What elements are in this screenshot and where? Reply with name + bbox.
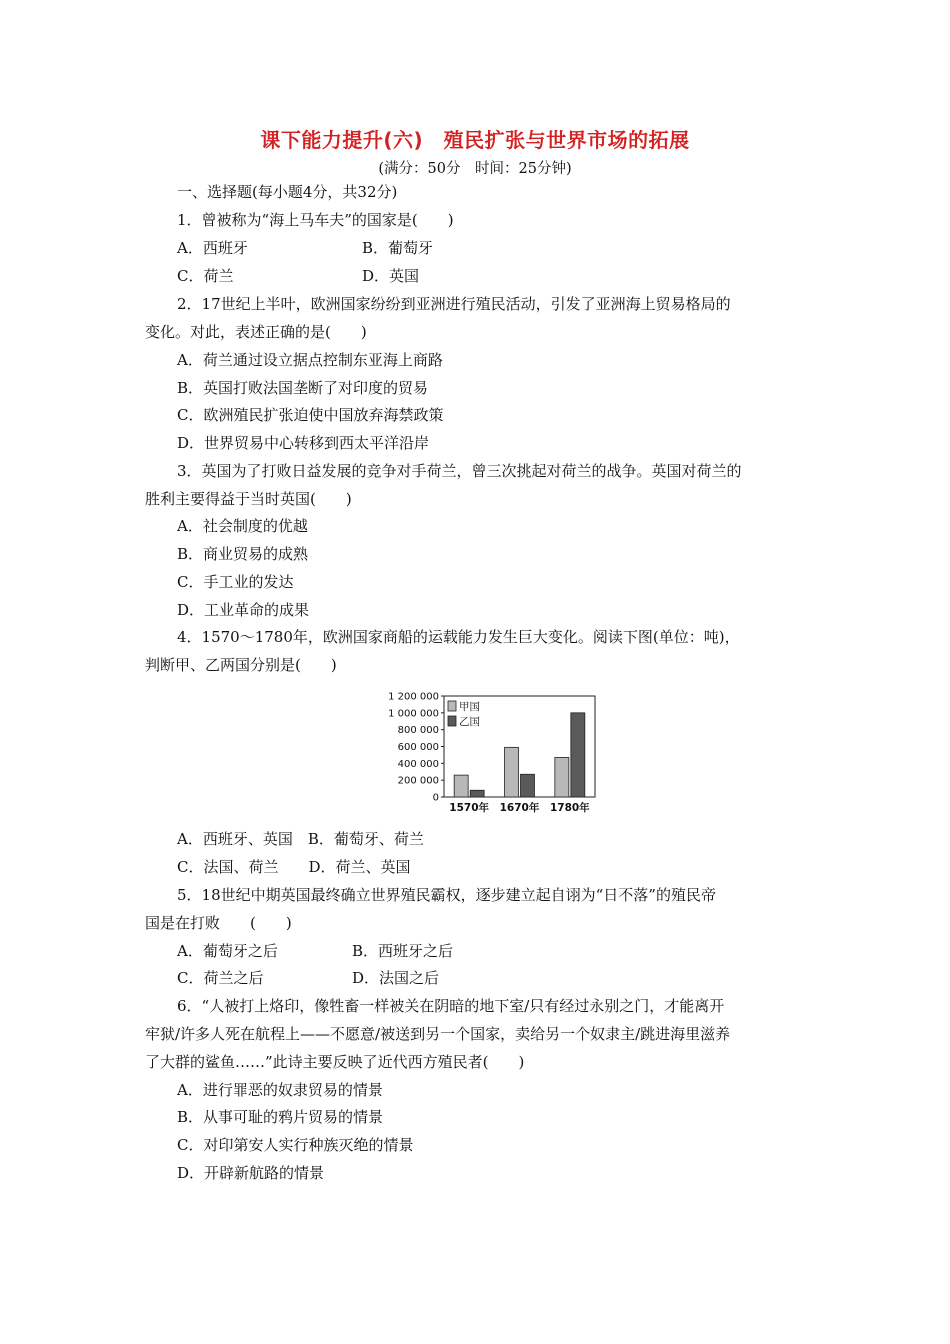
q2-option-d: D．世界贸易中心转移到西太平洋沿岸 <box>177 434 430 452</box>
q4-options-cd: C．法国、荷兰 D．荷兰、英国 <box>177 858 411 876</box>
q6-option-b: B．从事可耻的鸦片贸易的情景 <box>177 1108 384 1126</box>
q3-stem-line2: 胜利主要得益于当时英国( ) <box>145 490 352 508</box>
q2-option-a: A．荷兰通过设立据点控制东亚海上商路 <box>177 351 443 369</box>
q6-option-d: D．开辟新航路的情景 <box>177 1164 325 1182</box>
q2-option-c: C．欧洲殖民扩张迫使中国放弃海禁政策 <box>177 406 444 424</box>
bar-甲国-1670年 <box>505 747 519 797</box>
q1-option-d: D．英国 <box>362 267 420 285</box>
legend-label: 甲国 <box>459 701 480 713</box>
q2-option-b: B．英国打败法国垄断了对印度的贸易 <box>177 379 429 397</box>
q6-stem-line3: 了大群的鲨鱼……”此诗主要反映了近代西方殖民者( ) <box>145 1053 525 1071</box>
q1-option-b: B．葡萄牙 <box>362 239 434 257</box>
y-tick-label: 1 200 000 <box>388 691 439 703</box>
q1-stem: 1．曾被称为“海上马车夫”的国家是( ) <box>177 211 454 229</box>
q3-option-c: C．手工业的发达 <box>177 573 294 591</box>
q5-option-b: B．西班牙之后 <box>352 942 454 960</box>
q6-option-c: C．对印第安人实行种族灭绝的情景 <box>177 1136 414 1154</box>
q5-stem-line1: 5．18世纪中期英国最终确立世界殖民霸权，逐步建立起自诩为“日不落”的殖民帝 <box>177 886 716 904</box>
legend-swatch <box>448 701 456 711</box>
y-tick-label: 600 000 <box>397 742 439 753</box>
q1-option-c: C．荷兰 <box>177 267 234 285</box>
bar-乙国-1570年 <box>470 790 484 797</box>
q6-stem-line1: 6．“人被打上烙印，像牲畜一样被关在阴暗的地下室/只有经过永别之门，才能离开 <box>177 997 725 1015</box>
page-title: 课下能力提升(六) 殖民扩张与世界市场的拓展 <box>260 128 690 152</box>
x-tick-label: 1670年 <box>499 802 540 814</box>
y-tick-label: 800 000 <box>397 725 439 737</box>
shipping-capacity-bar-chart <box>382 684 602 818</box>
q5-option-d: D．法国之后 <box>352 969 440 987</box>
y-tick-label: 1 000 000 <box>388 708 439 720</box>
bar-乙国-1780年 <box>571 713 585 797</box>
q5-stem-line2: 国是在打败 ( ) <box>145 914 292 932</box>
bar-乙国-1670年 <box>521 774 535 797</box>
q4-stem-line1: 4．1570～1780年，欧洲国家商船的运载能力发生巨大变化。阅读下图(单位：吨)， <box>177 628 740 646</box>
page-subtitle: (满分：50分 时间：25分钟) <box>378 161 572 177</box>
q3-stem-line1: 3．英国为了打败日益发展的竞争对手荷兰，曾三次挑起对荷兰的战争。英国对荷兰的 <box>177 462 742 480</box>
q3-option-d: D．工业革命的成果 <box>177 601 310 619</box>
section-heading: 一、选择题(每小题4分，共32分) <box>177 183 398 201</box>
q3-option-a: A．社会制度的优越 <box>177 517 308 535</box>
q4-options-ab: A．西班牙、英国 B．葡萄牙、荷兰 <box>177 830 424 848</box>
bar-甲国-1780年 <box>555 757 569 797</box>
q5-option-a: A．葡萄牙之后 <box>177 942 278 960</box>
x-tick-label: 1570年 <box>449 802 490 814</box>
q1-option-a: A．西班牙 <box>177 239 248 257</box>
q6-option-a: A．进行罪恶的奴隶贸易的情景 <box>177 1081 383 1099</box>
y-tick-label: 0 <box>432 792 439 804</box>
bar-甲国-1570年 <box>454 775 468 797</box>
y-tick-label: 200 000 <box>397 775 439 787</box>
legend-swatch <box>448 716 456 726</box>
q5-option-c: C．荷兰之后 <box>177 969 264 987</box>
q2-stem-line2: 变化。对此，表述正确的是( ) <box>145 323 367 341</box>
q4-stem-line2: 判断甲、乙两国分别是( ) <box>145 656 337 674</box>
q2-stem-line1: 2．17世纪上半叶，欧洲国家纷纷到亚洲进行殖民活动，引发了亚洲海上贸易格局的 <box>177 295 731 313</box>
q3-option-b: B．商业贸易的成熟 <box>177 545 309 563</box>
legend-label: 乙国 <box>459 716 480 728</box>
y-tick-label: 400 000 <box>397 758 439 770</box>
x-tick-label: 1780年 <box>549 802 590 814</box>
q6-stem-line2: 牢狱/许多人死在航程上——不愿意/被送到另一个国家，卖给另一个奴隶主/跳进海里滋养 <box>145 1025 731 1043</box>
